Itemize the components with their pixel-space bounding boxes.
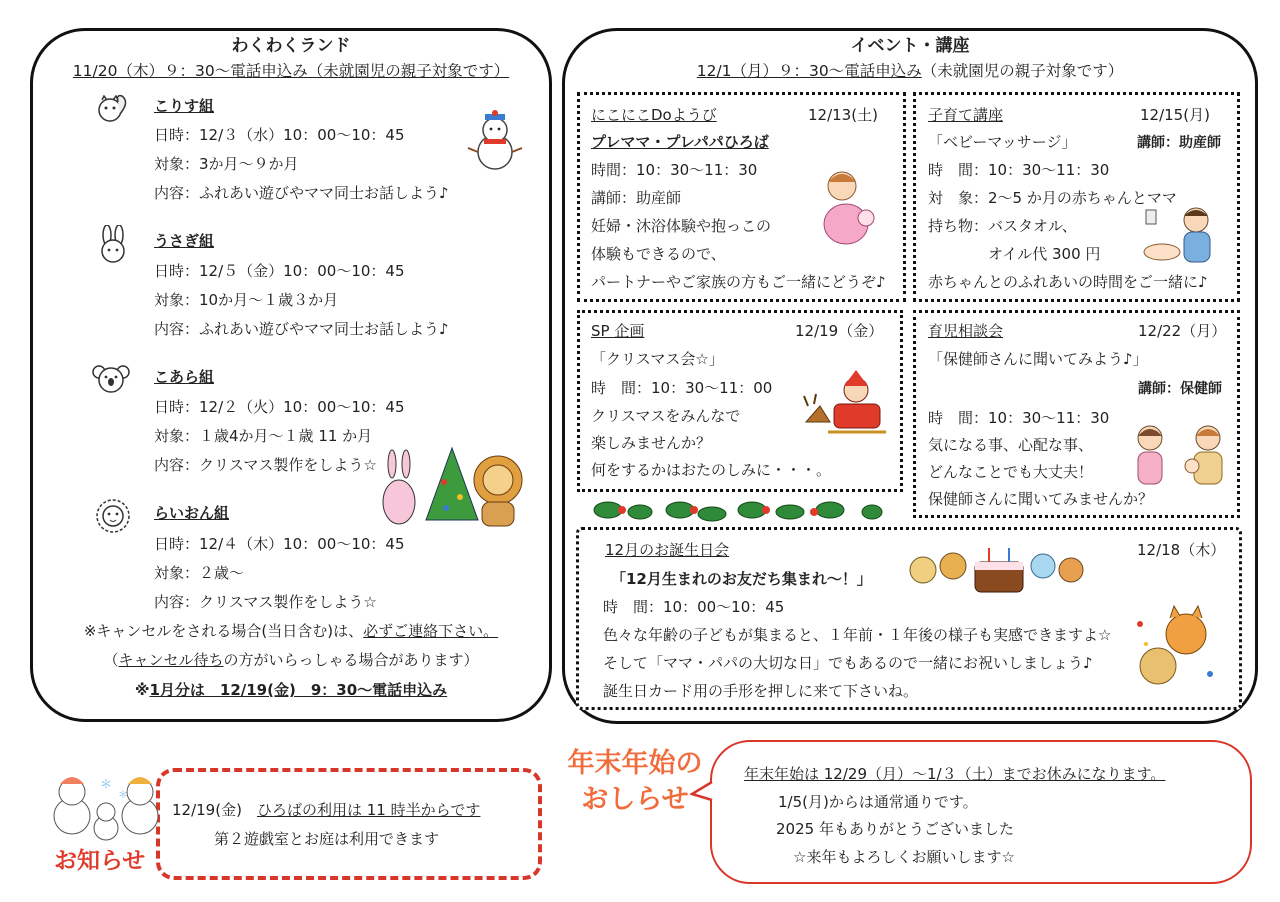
koala-icon (92, 362, 130, 396)
svg-text:＊: ＊ (118, 790, 128, 801)
niconico-line: 妊婦・沐浴体験や抱っこの (591, 217, 772, 235)
birthday-line: 誕生日カード用の手形を押しに来て下さいね。 (603, 682, 919, 700)
group-date: 日時：12/５（金）10：00～10：45 (154, 262, 405, 280)
kosodate-date: 12/15(月) (1140, 106, 1210, 124)
notice-line1-emph: ひろばの利用は 11 時半からです (256, 801, 481, 819)
kosodate-lecturer: 講師：助産師 (1137, 135, 1221, 151)
ikuji-line: 時 間：10：30～11：30 (928, 409, 1110, 427)
notice-line2: 第２遊戯室とお庭は利用できます (214, 830, 440, 848)
wakuwaku-title: わくわくランド (231, 36, 351, 56)
group-name: こあら組 (154, 368, 215, 386)
kosodate-line: オイル代 300 円 (928, 245, 1101, 263)
ikuji-line: 気になる事、心配な事、 (928, 436, 1094, 454)
newyear-line2: 1/5(月)からは通常通りです。 (778, 793, 978, 811)
ikuji-header: 育児相談会 (928, 322, 1004, 340)
january-note (30, 681, 552, 699)
sp-header: SP 企画 (591, 322, 645, 340)
group-target: 対象：２歳～ (154, 564, 245, 582)
events-subtitle-suffix: （未就園児の親子対象です） (921, 62, 1124, 80)
niconico-header: にこにこDoようび (591, 106, 717, 124)
january-note-prefix: ※ (134, 681, 150, 699)
ikuji-title: 「保健師さんに聞いてみよう♪」 (928, 350, 1148, 368)
events-title: イベント・講座 (850, 36, 970, 56)
sp-date: 12/19（金） (795, 322, 884, 340)
group-name: うさぎ組 (154, 232, 215, 250)
ikuji-date: 12/22（月） (1138, 322, 1227, 340)
cancel-note-1 (30, 622, 552, 640)
january-note-text: 1月分は 12/19(金) 9：30～電話申込み (149, 681, 448, 699)
niconico-line: 時間：10：30～11：30 (591, 161, 758, 179)
newyear-label-line1: 年末年始の (567, 748, 703, 779)
group-date: 日時：12/３（水）10：00～10：45 (154, 126, 405, 144)
newyear-line3: 2025 年もありがとうございました (776, 820, 1014, 838)
birthday-header: 12月のお誕生日会 (605, 541, 730, 559)
kosodate-header: 子育て講座 (928, 106, 1004, 124)
sp-line: 楽しみませんか？ (591, 434, 712, 452)
sp-title: 「クリスマス会☆」 (591, 350, 724, 368)
birthday-line: 時 間：10：00～10：45 (603, 598, 785, 616)
notice-line1 (172, 801, 480, 819)
newyear-line1: 年末年始は 12/29（月）～1/３（土）までお休みになります。 (744, 765, 1166, 783)
niconico-title: プレママ・プレパパひろば (591, 133, 769, 151)
bubble-tail (690, 780, 714, 804)
cancel-note-2-suffix: の方がいらっしゃる場合があります） (223, 651, 479, 669)
notice-label: お知らせ (50, 848, 149, 876)
kosodate-line: 時 間：10：30～11：30 (928, 161, 1110, 179)
ikuji-line: どんなことでも大丈夫！ (928, 463, 1094, 481)
group-content: 内容：クリスマス製作をしよう☆ (154, 456, 377, 474)
sp-line: クリスマスをみんなで (591, 407, 741, 425)
kosodate-line: 持ち物：バスタオル、 (928, 217, 1077, 235)
health-nurse-illustration (1128, 420, 1232, 490)
niconico-date: 12/13(土) (808, 106, 878, 124)
group-name: らいおん組 (154, 504, 230, 522)
baby-massage-illustration (1140, 204, 1224, 268)
group-name: こりす組 (154, 97, 215, 115)
cancel-note-2-emph: キャンセル待ち (118, 651, 224, 669)
cancel-note-1-prefix: ※キャンセルをされる場合(当日含む)は、 (83, 622, 364, 640)
svg-text:＊: ＊ (100, 777, 113, 791)
notice-box (156, 768, 542, 880)
snowmen-icon (48, 770, 168, 848)
wakuwaku-subtitle: 11/20（木）９：30～電話申込み（未就園児の親子対象です） (72, 62, 510, 80)
newyear-label-line2: おしらせ (581, 784, 689, 815)
birthday-date: 12/18（木） (1137, 541, 1226, 559)
holly-decoration (590, 496, 890, 528)
ikuji-lecturer: 講師：保健師 (1138, 381, 1222, 397)
group-date: 日時：12/４（木）10：00～10：45 (154, 535, 405, 553)
cancel-note-2 (30, 651, 552, 669)
birthday-cake-animals-illustration (905, 540, 1085, 600)
squirrel-icon (94, 92, 130, 126)
cancel-note-1-emph: 必ずご連絡下さい。 (363, 622, 499, 640)
santa-sleigh-illustration (800, 366, 890, 446)
niconico-line: パートナーやご家族の方もご一緒にどうぞ♪ (591, 273, 886, 291)
party-cat-dog-illustration (1130, 604, 1220, 694)
snowman-icon (462, 108, 528, 174)
pregnant-woman-illustration (812, 166, 882, 246)
birthday-line: そして「ママ・パパの大切な日」でもあるので一緒にお祝いしましょう♪ (603, 654, 1093, 672)
group-target: 対象：10か月～１歳３か月 (154, 291, 339, 309)
lion-icon (94, 498, 132, 534)
notice-line1-prefix: 12/19(金) (172, 801, 242, 819)
sp-line: 時 間：10：30～11：00 (591, 379, 773, 397)
group-target: 対象：3か月～９か月 (154, 155, 299, 173)
events-subtitle-emph: 12/1（月）９：30～電話申込み (696, 62, 922, 80)
niconico-line: 講師：助産師 (591, 189, 682, 207)
group-target: 対象：１歳4か月～１歳 11 か月 (154, 427, 373, 445)
ikuji-line: 保健師さんに聞いてみませんか？ (928, 490, 1154, 508)
niconico-line: 体験もできるので、 (591, 245, 726, 263)
kosodate-line: 対 象：2～5 か月の赤ちゃんとママ (928, 189, 1177, 207)
kosodate-line: 赤ちゃんとのふれあいの時間をご一緒に♪ (928, 273, 1208, 291)
rabbit-icon (96, 225, 130, 263)
group-date: 日時：12/２（火）10：00～10：45 (154, 398, 405, 416)
cancel-note-2-prefix: （ (103, 651, 119, 669)
birthday-title: 「12月生まれのお友だち集まれ～！」 (611, 570, 872, 588)
group-content: 内容：ふれあい遊びやママ同士お話しよう♪ (154, 184, 449, 202)
christmas-tree-animals-illustration (374, 442, 534, 532)
group-content: 内容：ふれあい遊びやママ同士お話しよう♪ (154, 320, 449, 338)
birthday-line: 色々な年齢の子どもが集まると、１年前・１年後の様子も実感できますよ☆ (603, 626, 1112, 644)
kosodate-title: 「ベビーマッサージ」 (928, 133, 1077, 151)
group-content: 内容：クリスマス製作をしよう☆ (154, 593, 377, 611)
events-subtitle (562, 62, 1258, 81)
sp-line: 何をするかはおたのしみに・・・。 (591, 461, 832, 479)
newyear-line4: ☆来年もよろしくお願いします☆ (793, 848, 1015, 866)
